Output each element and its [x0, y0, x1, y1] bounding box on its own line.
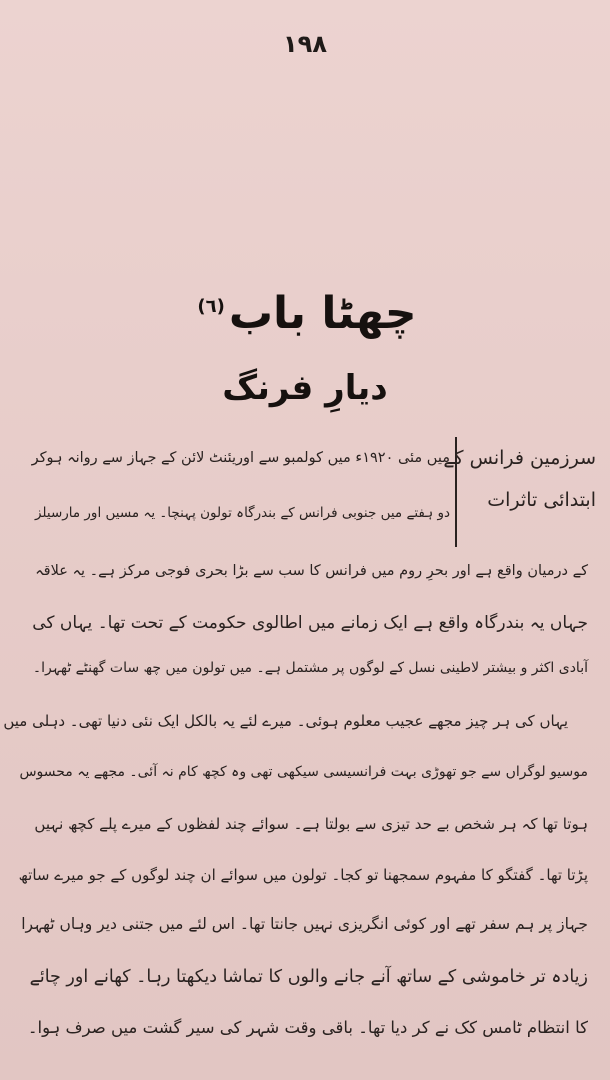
page-number: ١٩٨ [283, 30, 327, 58]
chapter-number: (٦) [197, 296, 225, 318]
margin-heading-line: سرزمین فرانس کے [443, 447, 596, 469]
margin-heading [443, 437, 600, 547]
text-line: یہاں کی ہر چیز مجھے عجیب معلوم ہوئی۔ میرے لئے یہ بالکل ایک نئی دنیا تھی۔ دہلی میں [3, 712, 568, 730]
text-line: جہاز پر ہم سفر تھے اور کوئی انگریزی نہیں جانتا تھا۔ اس لئے میں جتنی دیر وہاں ٹھہرا [21, 915, 588, 933]
text-line: آبادی اکثر و بیشتر لاطینی نسل کے لوگوں پر مشتمل ہے۔ میں تولون میں چھ سات گھنٹے ٹھہرا۔ [32, 660, 588, 676]
text-line: میں مئی ۱۹۲۰ء میں کولمبو سے اوریئنٹ لائن کے جہاز سے روانہ ہوکر [31, 450, 450, 466]
text-line: موسیو لوگراں سے جو تھوڑی بہت فرانسیسی سیکھی تھی وہ کچھ کام نہ آئی۔ مجھے یہ محسوس [19, 764, 588, 780]
text-line: زیادہ تر خاموشی کے ساتھ آنے جانے والوں کا تماشا دیکھتا رہا۔ کھانے اور چائے [29, 967, 588, 987]
margin-heading-line: ابتدائی تاثرات [487, 489, 596, 511]
text-line: دو ہفتے میں جنوبی فرانس کے بندرگاہ تولون پہنچا۔ یہ مسیں اور مارسیلز [34, 505, 450, 521]
text-line: کے درمیان واقع ہے اور بحرِ روم میں فرانس کا سب سے بڑا بحری فوجی مرکز ہے۔ یہ علاقہ [35, 563, 588, 579]
chapter-subtitle: دیارِ فرنگ [222, 368, 388, 408]
text-line: پڑتا تھا۔ گفتگو کا مفہوم سمجھنا تو کجا۔ تولون میں سوائے ان چند لوگوں کے جو میرے ساتھ [18, 866, 588, 884]
text-line: ہوتا تھا کہ ہر شخص بے حد تیزی سے بولتا ہے۔ سوائے چند لفظوں کے میرے پلے کچھ نہیں [34, 815, 588, 833]
text-line: جہاں یہ بندرگاہ واقع ہے ایک زمانے میں اطالوی حکومت کے تحت تھا۔ یہاں کی [32, 613, 588, 633]
chapter-title [0, 288, 610, 339]
chapter-title-text: چھٹا باب [228, 288, 417, 339]
text-line: کا انتظام ٹامس کک نے کر دیا تھا۔ باقی وقت شہر کی سیر گشت میں صرف ہوا۔ [27, 1018, 588, 1037]
